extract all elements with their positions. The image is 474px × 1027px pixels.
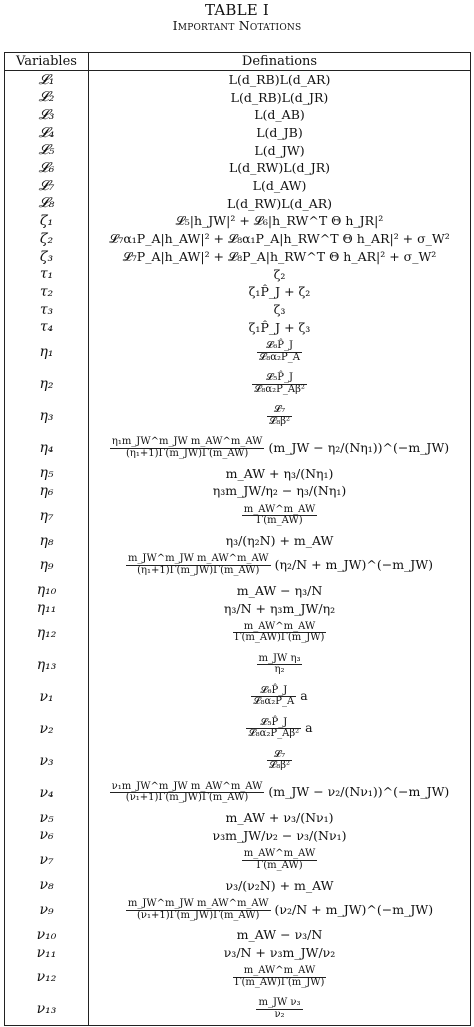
definition-cell: L(d_JB): [89, 124, 471, 142]
fraction: [267, 750, 292, 772]
definition-cell: ν₃m_JW/ν₂ − ν₃/(Nν₁): [89, 827, 471, 845]
definition-cell: [89, 993, 471, 1025]
variable-cell: η₈: [5, 532, 89, 550]
fraction: [242, 849, 318, 871]
definition-cell: ν₃/N + ν₃m_JW/ν₂: [89, 944, 471, 962]
fraction-denominator: (ν₁+1)Γ(m_JW)Γ(m_AW): [136, 909, 260, 921]
definition-cell: L(d_RB)L(d_AR): [89, 71, 471, 89]
fraction: [256, 998, 302, 1020]
variable-cell: 𝓛₈: [5, 195, 89, 213]
definition-cell: η₃/(η₂N) + m_AW: [89, 532, 471, 550]
table-row: [5, 944, 471, 962]
variable-cell: η₂: [5, 368, 89, 400]
variable-cell: ζ₃: [5, 248, 89, 266]
fraction: [233, 966, 327, 988]
definition-cell: ζ₁P̂_J + ζ₂: [89, 283, 471, 301]
variable-cell: ν₁: [5, 681, 89, 713]
table-row: [5, 265, 471, 283]
fraction-numerator: m_AW^m_AW: [243, 503, 316, 515]
definition-cell: [89, 649, 471, 681]
fraction-numerator: 𝓛₅P̂_J: [252, 373, 307, 385]
definition-cell: [89, 549, 471, 581]
fraction-denominator: (η₁+1)Γ(m_JW)Γ(m_AW): [125, 447, 249, 459]
definition-cell: [89, 368, 471, 400]
definition-cell: ζ₂: [89, 265, 471, 283]
definition-cell: η₃/N + η₃m_JW/η₂: [89, 599, 471, 617]
definition-cell: [89, 432, 471, 464]
fraction: [267, 405, 292, 427]
fraction-denominator: 𝓛₈β²: [268, 760, 291, 772]
fraction: [110, 437, 265, 459]
table-body: [5, 71, 471, 1026]
variable-cell: ν₅: [5, 809, 89, 827]
fraction-denominator: ν₂: [274, 1008, 285, 1020]
definition-cell: L(d_RB)L(d_JR): [89, 88, 471, 106]
variable-cell: η₄: [5, 432, 89, 464]
table-row: [5, 993, 471, 1025]
variable-cell: 𝓛₂: [5, 88, 89, 106]
table-row: [5, 809, 471, 827]
table-row: [5, 876, 471, 894]
fraction-denominator: 𝓛₈α₂P_Aβ²: [254, 383, 305, 395]
fraction-denominator: (ν₁+1)Γ(m_JW)Γ(m_AW): [125, 792, 249, 804]
table-row: [5, 71, 471, 89]
table-row: [5, 713, 471, 745]
variable-cell: 𝓛₃: [5, 106, 89, 124]
column-header-variables: Variables: [5, 53, 89, 71]
definition-cell: 𝓛₇P_A|h_AW|² + 𝓛₈P_A|h_RW^T Θ h_AR|² + σ_W²: [89, 248, 471, 266]
variable-cell: η₃: [5, 400, 89, 432]
fraction: [257, 341, 302, 363]
table-row: [5, 301, 471, 319]
fraction: [252, 373, 307, 395]
variable-cell: η₁: [5, 336, 89, 368]
table-row: [5, 88, 471, 106]
table-row: [5, 649, 471, 681]
variable-cell: 𝓛₁: [5, 71, 89, 89]
table-row: [5, 599, 471, 617]
table-row: [5, 106, 471, 124]
table-row: [5, 195, 471, 213]
definition-cell: 𝓛₇α₁P_A|h_AW|² + 𝓛₈α₁P_A|h_RW^T Θ h_AR|² + σ_W²: [89, 230, 471, 248]
definition-suffix: a: [305, 720, 313, 736]
definition-cell: η₃m_JW/η₂ − η₃/(Nη₁): [89, 482, 471, 500]
table-caption: [0, 2, 474, 32]
variable-cell: 𝓛₅: [5, 141, 89, 159]
table-row: [5, 532, 471, 550]
fraction-numerator: m_AW^m_AW: [243, 848, 316, 860]
variable-cell: η₁₀: [5, 581, 89, 599]
definition-cell: [89, 894, 471, 926]
table-row: [5, 319, 471, 337]
variable-cell: ν₄: [5, 777, 89, 809]
variable-cell: η₉: [5, 549, 89, 581]
table-row: [5, 159, 471, 177]
table-number: TABLE I: [204, 1, 270, 19]
variable-cell: η₆: [5, 482, 89, 500]
definition-cell: [89, 777, 471, 809]
definition-suffix: (m_JW − ν₂/(Nν₁))^(−m_JW): [268, 784, 450, 800]
fraction-denominator: (η₁+1)Γ(m_JW)Γ(m_AW): [137, 564, 260, 576]
table-title: Important Notations: [172, 17, 302, 33]
fraction-numerator: m_JW^m_JW m_AW^m_AW: [127, 898, 269, 910]
definition-cell: [89, 336, 471, 368]
variable-cell: ν₂: [5, 713, 89, 745]
table-row: [5, 124, 471, 142]
definition-cell: ζ₃: [89, 301, 471, 319]
variable-cell: η₅: [5, 464, 89, 482]
fraction: [242, 505, 318, 527]
variable-cell: ν₁₀: [5, 926, 89, 944]
table-row: [5, 212, 471, 230]
fraction: [246, 718, 301, 740]
table-row: [5, 827, 471, 845]
fraction: [251, 686, 296, 708]
variable-cell: ν₈: [5, 876, 89, 894]
table-row: [5, 549, 471, 581]
fraction-denominator: 𝓛₈α₂P_A: [259, 351, 300, 363]
definition-cell: [89, 400, 471, 432]
fraction: [257, 654, 303, 676]
fraction-numerator: m_JW^m_JW m_AW^m_AW: [127, 553, 269, 565]
fraction-denominator: Γ(m_AW)Γ(m_JW): [234, 976, 325, 988]
definition-cell: L(d_RW)L(d_AR): [89, 195, 471, 213]
fraction-numerator: η₁m_JW^m_JW m_AW^m_AW: [111, 436, 263, 448]
definition-cell: [89, 681, 471, 713]
table-row: [5, 777, 471, 809]
definition-cell: [89, 500, 471, 532]
fraction-numerator: 𝓛₆P̂_J: [257, 341, 302, 353]
notations-table: [4, 52, 471, 1026]
definition-cell: L(d_JW): [89, 141, 471, 159]
definition-cell: L(d_AW): [89, 177, 471, 195]
fraction-denominator: 𝓛₈α₂P_A: [253, 696, 295, 708]
fraction-denominator: 𝓛₈α₂P_Aβ²: [248, 728, 300, 740]
variable-cell: ν₁₁: [5, 944, 89, 962]
fraction-denominator: Γ(m_AW): [256, 859, 303, 871]
variable-cell: ν₇: [5, 844, 89, 876]
fraction-denominator: η₂: [274, 664, 285, 676]
table-row: [5, 400, 471, 432]
variable-cell: η₁₃: [5, 649, 89, 681]
table-row: [5, 894, 471, 926]
definition-cell: [89, 844, 471, 876]
variable-cell: ζ₁: [5, 212, 89, 230]
definition-cell: ν₃/(ν₂N) + m_AW: [89, 876, 471, 894]
table-row: [5, 283, 471, 301]
definition-cell: m_AW + η₃/(Nη₁): [89, 464, 471, 482]
definition-cell: [89, 961, 471, 993]
fraction-denominator: Γ(m_AW)Γ(m_JW): [234, 632, 325, 644]
variable-cell: ν₁₂: [5, 961, 89, 993]
definition-cell: [89, 617, 471, 649]
definition-suffix: (η₂/N + m_JW)^(−m_JW): [274, 556, 434, 572]
table-row: [5, 141, 471, 159]
definition-cell: 𝓛₅|h_JW|² + 𝓛₆|h_RW^T Θ h_JR|²: [89, 212, 471, 230]
fraction-numerator: m_AW^m_AW: [233, 966, 327, 978]
table-row: [5, 581, 471, 599]
definition-cell: [89, 745, 471, 777]
definition-suffix: (m_JW − η₂/(Nη₁))^(−m_JW): [268, 439, 450, 455]
fraction-numerator: m_JW ν₃: [258, 997, 301, 1009]
fraction: [126, 899, 271, 921]
variable-cell: 𝓛₇: [5, 177, 89, 195]
table-row: [5, 500, 471, 532]
variable-cell: η₇: [5, 500, 89, 532]
table-row: [5, 177, 471, 195]
table-row: [5, 464, 471, 482]
fraction-denominator: Γ(m_AW): [256, 515, 303, 527]
fraction: [126, 554, 271, 576]
fraction: [233, 622, 327, 644]
fraction-numerator: m_JW η₃: [258, 652, 301, 664]
table-row: [5, 432, 471, 464]
table-row: [5, 681, 471, 713]
fraction-numerator: ν₁m_JW^m_JW m_AW^m_AW: [111, 780, 263, 792]
column-header-definitions: Definations: [89, 53, 471, 71]
variable-cell: η₁₂: [5, 617, 89, 649]
definition-suffix: a: [300, 688, 308, 704]
fraction-numerator: 𝓛₅P̂_J: [246, 718, 301, 730]
variable-cell: ν₆: [5, 827, 89, 845]
fraction: [110, 782, 265, 804]
definition-cell: ζ₁P̂_J + ζ₃: [89, 319, 471, 337]
variable-cell: τ₁: [5, 265, 89, 283]
table-row: [5, 961, 471, 993]
table-row: [5, 248, 471, 266]
definition-cell: L(d_RW)L(d_JR): [89, 159, 471, 177]
table-row: [5, 926, 471, 944]
table-row: [5, 336, 471, 368]
definition-cell: L(d_AB): [89, 106, 471, 124]
table-row: [5, 617, 471, 649]
table-row: [5, 745, 471, 777]
definition-cell: m_AW − ν₃/N: [89, 926, 471, 944]
variable-cell: 𝓛₄: [5, 124, 89, 142]
definition-suffix: (ν₂/N + m_JW)^(−m_JW): [274, 901, 434, 917]
table-row: [5, 368, 471, 400]
table-row: [5, 230, 471, 248]
variable-cell: ν₁₃: [5, 993, 89, 1025]
variable-cell: τ₂: [5, 283, 89, 301]
variable-cell: 𝓛₆: [5, 159, 89, 177]
table-row: [5, 482, 471, 500]
fraction-denominator: 𝓛₈β²: [268, 415, 291, 427]
variable-cell: η₁₁: [5, 599, 89, 617]
variable-cell: ζ₂: [5, 230, 89, 248]
variable-cell: ν₃: [5, 745, 89, 777]
fraction-numerator: 𝓛₆P̂_J: [251, 686, 296, 698]
variable-cell: τ₄: [5, 319, 89, 337]
definition-cell: m_AW − η₃/N: [89, 581, 471, 599]
definition-cell: [89, 713, 471, 745]
table-header-row: [5, 53, 471, 71]
variable-cell: τ₃: [5, 301, 89, 319]
fraction-numerator: 𝓛₇: [267, 750, 292, 762]
fraction-numerator: m_AW^m_AW: [233, 622, 327, 634]
variable-cell: ν₉: [5, 894, 89, 926]
table-row: [5, 844, 471, 876]
fraction-numerator: 𝓛₇: [267, 405, 292, 417]
definition-cell: m_AW + ν₃/(Nν₁): [89, 809, 471, 827]
